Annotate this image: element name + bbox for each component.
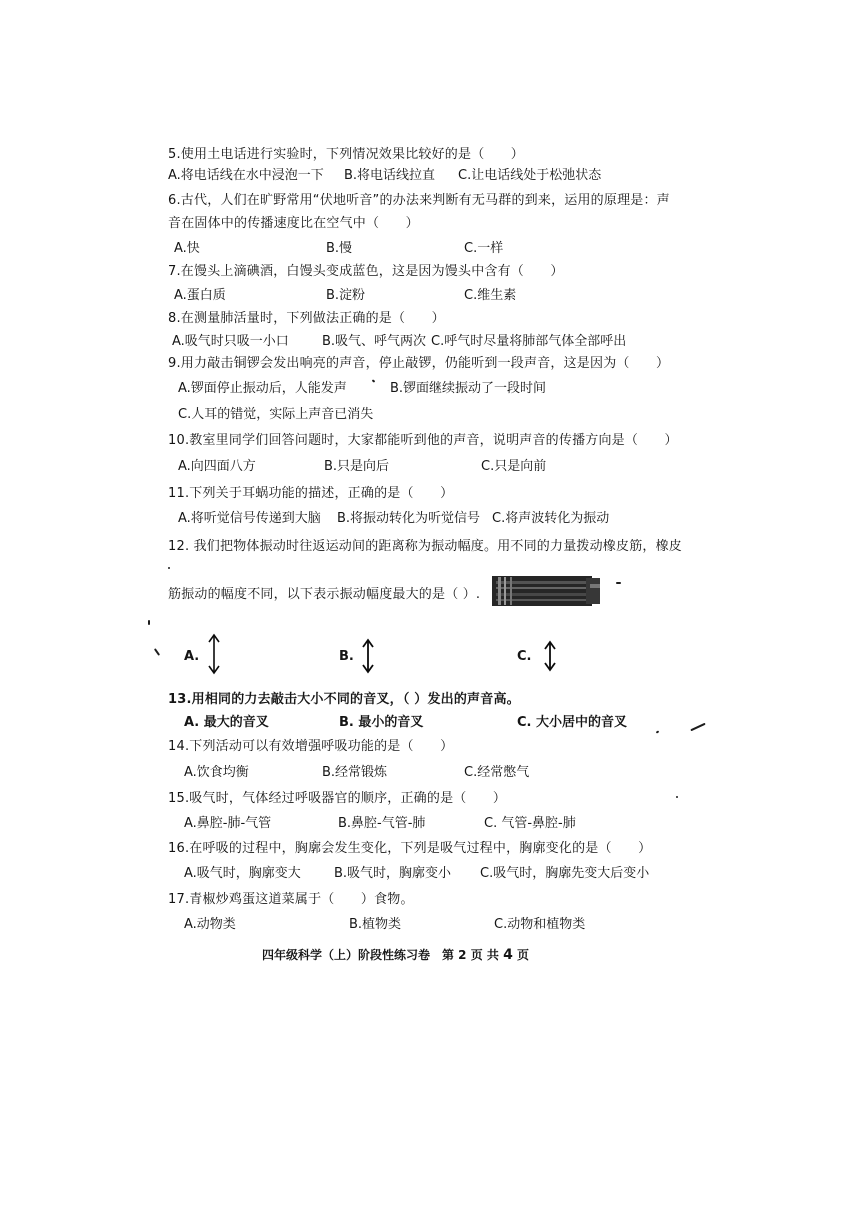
question-12-stem-line2: 筋振动的幅度不同，以下表示振动幅度最大的是（ ）. xyxy=(168,587,481,602)
question-16-option-a: A.吸气时，胸廓变大 xyxy=(184,866,301,881)
question-13-option-c: C. 大小居中的音叉 xyxy=(517,715,628,730)
question-10-option-c: C.只是向前 xyxy=(481,459,547,474)
rubber-band-image xyxy=(490,572,602,612)
question-17-option-c: C.动物和植物类 xyxy=(494,917,586,932)
scan-mark xyxy=(676,796,678,798)
question-5-option-c: C.让电话线处于松弛状态 xyxy=(458,168,602,183)
scan-mark xyxy=(656,730,660,733)
question-8-option-c: C.呼气时尽量将肺部气体全部呼出 xyxy=(431,334,627,349)
double-arrow-icon xyxy=(542,640,558,672)
footer-text-end: 页 xyxy=(512,948,529,962)
scan-mark xyxy=(148,620,150,625)
question-7-option-a: A.蛋白质 xyxy=(174,288,226,303)
question-9-option-b: B.锣面继续振动了一段时间 xyxy=(390,381,547,396)
page-footer xyxy=(262,946,529,963)
scan-mark xyxy=(690,723,705,732)
double-arrow-icon xyxy=(360,638,376,674)
question-6-option-a: A.快 xyxy=(174,241,200,256)
question-14-option-a: A.饮食均衡 xyxy=(184,765,249,780)
question-6-stem-line2: 音在固体中的传播速度比在空气中（ ） xyxy=(168,216,419,231)
scan-mark xyxy=(168,567,170,569)
question-16-stem: 16.在呼吸的过程中，胸廓会发生变化，下列是吸气过程中，胸廓变化的是（ ） xyxy=(168,841,652,856)
question-7-option-b: B.淀粉 xyxy=(326,288,366,303)
question-5-option-b: B.将电话线拉直 xyxy=(344,168,436,183)
question-11-option-a: A.将听觉信号传递到大脑 xyxy=(178,511,321,526)
question-11-stem: 11.下列关于耳蜗功能的描述，正确的是（ ） xyxy=(168,486,454,501)
question-9-option-c: C.人耳的错觉，实际上声音已消失 xyxy=(178,407,374,422)
question-16-option-b: B.吸气时，胸廓变小 xyxy=(334,866,452,881)
scan-mark xyxy=(372,379,376,382)
question-17-option-a: A.动物类 xyxy=(184,917,236,932)
question-9-stem: 9.用力敲击铜锣会发出响亮的声音，停止敲锣，仍能听到一段声音，这是因为（ ） xyxy=(168,356,670,371)
question-5-stem: 5.使用土电话进行实验时，下列情况效果比较好的是（ ） xyxy=(168,147,525,162)
question-10-stem: 10.教室里同学们回答问题时，大家都能听到他的声音，说明声音的传播方向是（ ） xyxy=(168,433,678,448)
question-15-option-b: B.鼻腔-气管-肺 xyxy=(338,816,426,831)
question-7-stem: 7.在馒头上滴碘酒，白馒头变成蓝色，这是因为馒头中含有（ ） xyxy=(168,264,564,279)
question-14-option-c: C.经常憋气 xyxy=(464,765,530,780)
double-arrow-icon xyxy=(206,633,222,675)
question-11-option-b: B.将振动转化为听觉信号 xyxy=(337,511,481,526)
question-6-option-c: C.一样 xyxy=(464,241,504,256)
question-17-option-b: B.植物类 xyxy=(349,917,402,932)
question-8-option-b: B.吸气、呼气两次 xyxy=(322,334,427,349)
question-12-option-c: C. xyxy=(517,649,532,664)
question-6-option-b: B.慢 xyxy=(326,241,353,256)
question-8-stem: 8.在测量肺活量时，下列做法正确的是（ ） xyxy=(168,311,445,326)
question-14-option-b: B.经常锻炼 xyxy=(322,765,388,780)
question-15-option-c: C. 气管-鼻腔-肺 xyxy=(484,816,576,831)
question-13-option-b: B. 最小的音叉 xyxy=(339,715,424,730)
question-10-option-a: A.向四面八方 xyxy=(178,459,256,474)
question-12-stem-line1: 12. 我们把物体振动时往返运动间的距离称为振动幅度。用不同的力量拨动橡皮筋，橡皮 xyxy=(168,539,683,554)
question-15-stem: 15.吸气时，气体经过呼吸器官的顺序，正确的是（ ） xyxy=(168,791,507,806)
question-8-option-a: A.吸气时只吸一小口 xyxy=(172,334,289,349)
question-15-option-a: A.鼻腔-肺-气管 xyxy=(184,816,272,831)
scan-mark xyxy=(154,648,160,656)
question-10-option-b: B.只是向后 xyxy=(324,459,390,474)
footer-text: 四年级科学（上）阶段性练习卷 第 2 页 共 xyxy=(262,948,504,962)
question-16-option-c: C.吸气时，胸廓先变大后变小 xyxy=(480,866,650,881)
question-14-stem: 14.下列活动可以有效增强呼吸功能的是（ ） xyxy=(168,739,454,754)
question-12-option-b: B. xyxy=(339,649,354,664)
question-12-option-a: A. xyxy=(184,649,200,664)
question-9-option-a: A.锣面停止振动后，人能发声 xyxy=(178,381,347,396)
question-11-option-c: C.将声波转化为振动 xyxy=(492,511,610,526)
question-5-option-a: A.将电话线在水中浸泡一下 xyxy=(168,168,324,183)
question-6-stem-line1: 6.古代，人们在旷野常用“伏地听音”的办法来判断有无马群的到来，运用的原理是：声 xyxy=(168,193,670,208)
question-13-stem: 13.用相同的力去敲击大小不同的音叉，（ ）发出的声音高。 xyxy=(168,692,520,707)
footer-total-pages: 4 xyxy=(503,947,513,963)
scan-mark xyxy=(616,582,621,584)
question-7-option-c: C.维生素 xyxy=(464,288,517,303)
question-13-option-a: A. 最大的音叉 xyxy=(184,715,269,730)
question-17-stem: 17.青椒炒鸡蛋这道菜属于（ ）食物。 xyxy=(168,892,414,907)
